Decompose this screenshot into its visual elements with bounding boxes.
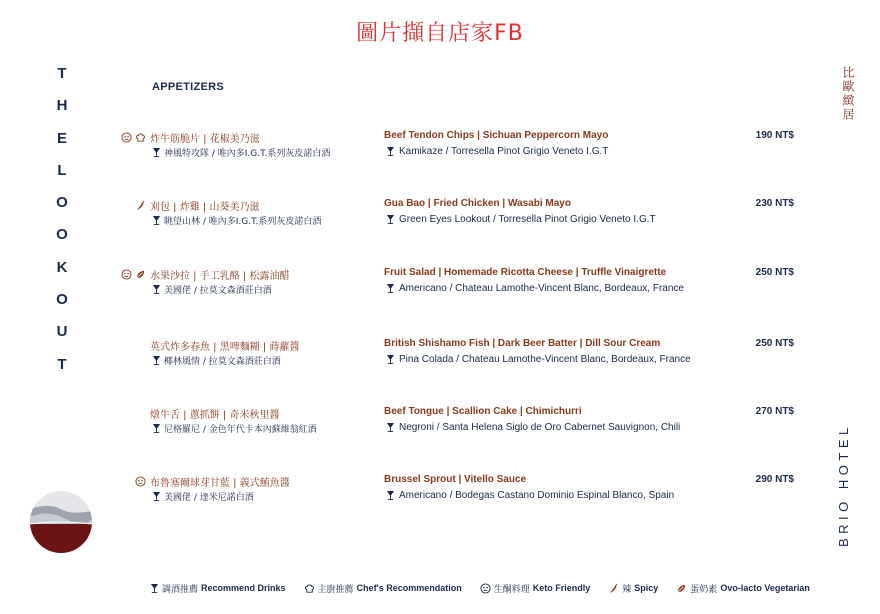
glass-icon <box>152 491 161 502</box>
glass-icon <box>152 355 161 366</box>
glass-icon <box>386 146 395 157</box>
glass-icon <box>152 215 161 226</box>
chef-icon <box>135 132 146 143</box>
hotel-name-en: BRIO HOTEL <box>836 423 851 547</box>
item-icons <box>112 406 146 420</box>
vegetarian-icon <box>676 583 687 594</box>
drink-en-text: Pina Colada / Chateau Lamothe-Vincent Blanc, Bordeaux, France <box>399 354 691 365</box>
section-title: APPETIZERS <box>152 81 225 93</box>
item-name-zh: 燉牛舌 | 蔥抓餅 | 奇米秋里醬 <box>150 410 280 421</box>
item-name-zh: 布魯塞爾球芽甘藍 | 義式鮪魚醬 <box>150 478 290 489</box>
item-name-zh: 英式炸多春魚 | 黑啤麵糊 | 蒔蘿醬 <box>150 342 300 353</box>
title-letter: T <box>57 65 67 82</box>
menu-item <box>0 406 880 440</box>
menu-item <box>0 198 880 232</box>
legend-item <box>676 582 810 595</box>
legend-en: Ovo-lacto Vegetarian <box>720 583 810 593</box>
glass-icon <box>152 423 161 434</box>
drink-en-text: Negroni / Santa Helena Siglo de Oro Cabernet Sauvignon, Chili <box>399 422 681 433</box>
item-icons <box>112 198 146 212</box>
vegetarian-icon <box>135 269 146 280</box>
glass-icon <box>386 422 395 433</box>
item-icons <box>112 130 146 144</box>
keto-icon <box>135 476 146 487</box>
legend <box>150 580 810 596</box>
drink-en-text: Kamikaze / Torresella Pinot Grigio Veneto I.G.T <box>399 146 609 157</box>
item-name-en: Fruit Salad | Homemade Ricotta Cheese | Truffle Vinaigrette <box>384 267 667 278</box>
item-drink-zh <box>152 422 317 435</box>
item-name-en: Brussel Sprout | Vitello Sauce <box>384 474 527 485</box>
item-drink-zh <box>152 146 330 159</box>
drink-zh-text: 椰林風情 / 拉莫文森酒莊白酒 <box>164 357 281 367</box>
spicy-icon <box>608 583 619 594</box>
glass-icon <box>386 283 395 294</box>
item-drink-en <box>386 422 680 433</box>
item-drink-en <box>386 354 691 365</box>
drink-en-text: Green Eyes Lookout / Torresella Pinot Grigio Veneto I.G.T <box>399 214 656 225</box>
legend-item <box>608 582 658 595</box>
item-drink-en <box>386 283 684 294</box>
drink-zh-text: 眺望山林 / 唯內多I.G.T.系列灰皮諾白酒 <box>164 217 322 227</box>
item-name-en: Beef Tendon Chips | Sichuan Peppercorn Mayo <box>384 130 609 141</box>
legend-item <box>480 582 591 595</box>
hotel-name-zh: 比歐緻居 <box>841 66 855 122</box>
item-icons <box>112 338 146 352</box>
title-letter: K <box>56 258 68 276</box>
item-name-zh: 水果沙拉 | 手工乳酪 | 松露油醋 <box>150 271 290 282</box>
title-letter: O <box>56 291 68 309</box>
legend-item <box>150 582 286 595</box>
menu-item <box>0 267 880 301</box>
item-price: 290 NT$ <box>755 474 794 485</box>
title-letter: T <box>57 355 67 373</box>
legend-en: Spicy <box>634 583 659 593</box>
keto-icon <box>480 583 491 594</box>
item-name-en: British Shishamo Fish | Dark Beer Batter | Dill Sour Cream <box>384 338 661 349</box>
title-letter: O <box>56 194 68 212</box>
item-drink-en <box>386 214 656 225</box>
item-price: 250 NT$ <box>755 267 794 278</box>
item-name-en: Beef Tongue | Scallion Cake | Chimichurri <box>384 406 582 417</box>
glass-icon <box>386 490 395 501</box>
legend-zh: 辣 <box>622 584 632 595</box>
drink-zh-text: 美國佬 / 拉莫文森酒莊白酒 <box>164 286 272 296</box>
spicy-icon <box>135 200 146 211</box>
menu-item <box>0 130 880 164</box>
title-letter: U <box>56 323 68 341</box>
menu-item <box>0 338 880 372</box>
item-drink-zh <box>152 214 321 227</box>
keto-icon <box>121 132 132 143</box>
item-price: 250 NT$ <box>755 338 794 349</box>
item-icons <box>112 474 146 488</box>
item-drink-en <box>386 146 608 157</box>
glass-icon <box>386 214 395 225</box>
item-price: 190 NT$ <box>755 130 794 141</box>
item-name-en: Gua Bao | Fried Chicken | Wasabi Mayo <box>384 198 571 209</box>
drink-zh-text: 尼格羅尼 / 金色年代卡本內蘇維翁紅酒 <box>164 425 317 435</box>
item-price: 230 NT$ <box>755 198 794 209</box>
legend-zh: 調酒推薦 <box>162 584 199 595</box>
title-letter: L <box>57 161 67 179</box>
legend-en: Keto Friendly <box>532 583 591 593</box>
legend-zh: 蛋奶素 <box>690 584 718 595</box>
glass-icon <box>152 147 161 158</box>
item-name-zh: 刈包 | 炸雞 | 山葵美乃滋 <box>150 202 260 213</box>
legend-item <box>304 582 462 595</box>
title-letter: H <box>56 97 68 115</box>
legend-zh: 主廚推薦 <box>317 584 354 595</box>
legend-zh: 生酮料理 <box>493 584 530 595</box>
item-drink-zh <box>152 490 254 503</box>
item-price: 270 NT$ <box>755 406 794 417</box>
chef-icon <box>304 583 315 594</box>
legend-en: Recommend Drinks <box>201 583 286 593</box>
item-icons <box>112 267 146 281</box>
drink-en-text: Americano / Bodegas Castano Dominio Espinal Blanco, Spain <box>399 490 675 501</box>
drink-zh-text: 神風特攻隊 / 唯內多I.G.T.系列灰皮諾白酒 <box>164 149 331 159</box>
item-drink-zh <box>152 283 272 296</box>
keto-icon <box>121 269 132 280</box>
legend-en: Chef's Recommendation <box>356 583 462 593</box>
glass-icon <box>150 583 159 594</box>
glass-icon <box>386 354 395 365</box>
item-name-zh: 炸牛筋脆片 | 花椒美乃滋 <box>150 134 260 145</box>
item-drink-zh <box>152 354 281 367</box>
source-banner: 圖片擷自店家FB <box>356 21 524 46</box>
drink-zh-text: 美國佬 / 達米尼諾白酒 <box>164 493 254 503</box>
drink-en-text: Americano / Chateau Lamothe-Vincent Blanc, Bordeaux, France <box>399 283 684 294</box>
brio-logo <box>30 491 92 553</box>
title-letter: O <box>56 226 68 244</box>
menu-item <box>0 474 880 508</box>
glass-icon <box>152 284 161 295</box>
title-letter: E <box>56 129 67 147</box>
item-drink-en <box>386 490 674 501</box>
